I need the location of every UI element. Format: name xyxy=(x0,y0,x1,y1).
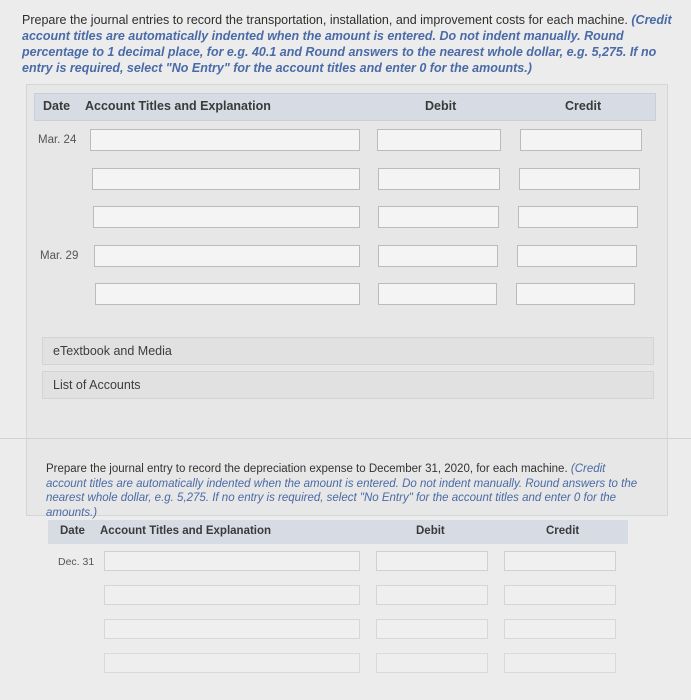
account-title-field[interactable] xyxy=(94,207,363,229)
debit-input[interactable] xyxy=(377,129,501,151)
credit-input[interactable] xyxy=(504,551,616,571)
debit-input[interactable] xyxy=(376,551,488,571)
header-date: Date xyxy=(60,525,85,537)
credit-input[interactable] xyxy=(516,283,635,305)
account-title-field[interactable] xyxy=(105,620,363,640)
account-title-field[interactable] xyxy=(105,654,363,674)
debit-input[interactable] xyxy=(378,168,500,190)
instructions-part2 xyxy=(46,462,646,520)
etextbook-link[interactable] xyxy=(42,337,654,365)
account-title-input[interactable] xyxy=(104,653,360,673)
credit-input[interactable] xyxy=(517,245,637,267)
credit-field[interactable] xyxy=(505,552,619,572)
header-credit: Credit xyxy=(565,99,602,113)
debit-field[interactable] xyxy=(379,207,502,229)
account-title-input[interactable] xyxy=(92,168,360,190)
account-title-field[interactable] xyxy=(91,130,363,152)
account-title-input[interactable] xyxy=(104,619,360,639)
entry-date-dec31: Dec. 31 xyxy=(58,556,95,568)
account-title-field[interactable] xyxy=(105,586,363,606)
etextbook-label: eTextbook and Media xyxy=(53,344,172,358)
credit-input[interactable] xyxy=(519,168,640,190)
entry-date-mar29: Mar. 29 xyxy=(40,250,79,262)
list-of-accounts-link[interactable] xyxy=(42,371,654,399)
account-title-input[interactable] xyxy=(90,129,360,151)
journal-table-header-2 xyxy=(48,520,628,544)
credit-field[interactable] xyxy=(520,169,643,191)
instructions-part1-text: Prepare the journal entries to record the transportation, installation, and improvement costs for each machine. xyxy=(22,13,628,27)
account-title-field[interactable] xyxy=(96,284,363,306)
account-title-field[interactable] xyxy=(105,552,363,572)
header-date: Date xyxy=(43,99,71,113)
debit-field[interactable] xyxy=(379,169,503,191)
account-title-field[interactable] xyxy=(93,169,363,191)
credit-field[interactable] xyxy=(505,620,619,640)
credit-field[interactable] xyxy=(505,586,619,606)
credit-input[interactable] xyxy=(504,653,616,673)
credit-field[interactable] xyxy=(519,207,641,229)
entry-date-mar24: Mar. 24 xyxy=(38,134,77,146)
account-title-input[interactable] xyxy=(104,551,360,571)
header-debit: Debit xyxy=(416,525,445,537)
account-title-input[interactable] xyxy=(93,206,360,228)
account-title-field[interactable] xyxy=(95,246,363,268)
debit-field[interactable] xyxy=(377,552,491,572)
credit-input[interactable] xyxy=(520,129,642,151)
account-title-input[interactable] xyxy=(95,283,360,305)
credit-field[interactable] xyxy=(505,654,619,674)
credit-field[interactable] xyxy=(517,284,638,306)
account-title-input[interactable] xyxy=(104,585,360,605)
header-credit: Credit xyxy=(546,525,580,537)
debit-input[interactable] xyxy=(376,619,488,639)
debit-input[interactable] xyxy=(378,245,498,267)
journal-table-header-1 xyxy=(34,93,656,121)
debit-input[interactable] xyxy=(378,283,497,305)
debit-input[interactable] xyxy=(376,653,488,673)
debit-field[interactable] xyxy=(377,620,491,640)
instructions-part2-text: Prepare the journal entry to record the depreciation expense to December 31, 2020, for each machine. xyxy=(46,463,568,475)
debit-field[interactable] xyxy=(379,284,500,306)
credit-field[interactable] xyxy=(521,130,645,152)
debit-field[interactable] xyxy=(379,246,501,268)
account-title-input[interactable] xyxy=(94,245,360,267)
header-account: Account Titles and Explanation xyxy=(100,525,272,537)
debit-field[interactable] xyxy=(377,586,491,606)
debit-input[interactable] xyxy=(378,206,499,228)
list-of-accounts-label: List of Accounts xyxy=(53,378,141,392)
section-divider xyxy=(0,438,691,439)
debit-field[interactable] xyxy=(378,130,504,152)
instructions-part1-note: (Credit account titles are automatically indented when the amount is entered. Do not indent manually. Round percentage to 1 decimal place, for e.g. 40.1 and Round answers to the nearest whole dollar, e.g. 5,275. If no entry is required, select "No Entry" for the account titles and enter 0 for the amounts.) xyxy=(22,13,672,75)
credit-input[interactable] xyxy=(518,206,638,228)
header-account: Account Titles and Explanation xyxy=(85,99,271,113)
debit-input[interactable] xyxy=(376,585,488,605)
credit-input[interactable] xyxy=(504,585,616,605)
credit-input[interactable] xyxy=(504,619,616,639)
instructions-part2-note: (Credit account titles are automatically indented when the amount is entered. Do not indent manually. Round answers to the nearest whole dollar, e.g. 5,275. If no entry is required, select "No Entry" for the account titles and enter 0 for the amounts.) xyxy=(46,463,638,519)
credit-field[interactable] xyxy=(518,246,640,268)
instructions-part1 xyxy=(22,12,672,76)
debit-field[interactable] xyxy=(377,654,491,674)
header-debit: Debit xyxy=(425,99,457,113)
